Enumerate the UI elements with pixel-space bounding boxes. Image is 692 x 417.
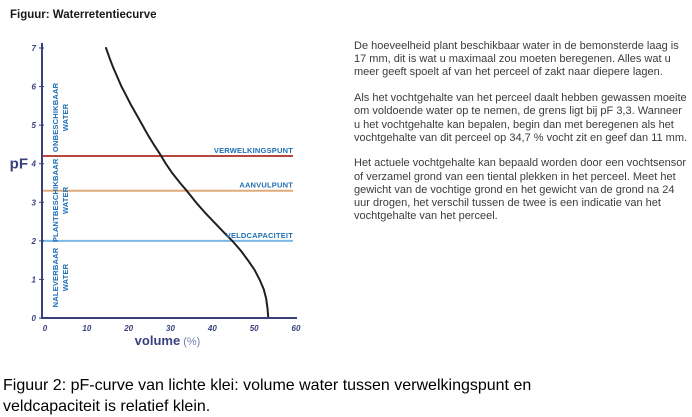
x-tick-label: 50 xyxy=(249,324,259,333)
description-paragraph-1: De hoeveelheid plant beschikbaar water in de bemonsterde laag is 17 mm, dit is wat u maximaal zou moeten beregenen. Alles wat u meer geeft spoelt af van het perceel of zakt naar diepere lagen. xyxy=(354,40,679,79)
y-tick-label: 5 xyxy=(31,121,36,131)
y-tick-label: 1 xyxy=(31,275,36,285)
description-text xyxy=(354,40,691,236)
region-label: ONBESCHIKBAAR xyxy=(51,82,60,153)
figure-caption: Figuur 2: pF-curve van lichte klei: volume water tussen verwelkingspunt en veldcapaciteit is relatief klein. xyxy=(3,377,532,415)
region-label: PLANTBESCHIKBAAR xyxy=(51,158,60,243)
x-tick-label: 10 xyxy=(82,324,92,333)
y-tick-label: 7 xyxy=(31,44,36,53)
y-tick-label: 0 xyxy=(31,314,36,323)
y-axis-label: pF xyxy=(9,155,28,173)
water-retention-chart xyxy=(0,35,345,350)
description-paragraph-3: Het actuele vochtgehalte kan bepaald worden door een vochtsensor of verzamel grond van een tiental plekken in het perceel. Meet het gewicht van de vochtige grond en het gewicht van de grond na 24 uur drogen, het verschil tussen de twee is een indicatie van het vochtgehalte van het perceel. xyxy=(354,157,687,223)
water-retention-chart-svg xyxy=(0,35,345,350)
y-tick-label: 2 xyxy=(31,236,36,246)
y-tick-label: 4 xyxy=(31,159,36,169)
x-tick-label: 40 xyxy=(207,324,217,333)
region-label: WATER xyxy=(61,263,70,292)
region-label: NALEVERBAAR xyxy=(51,247,60,308)
figure-title: Figuur: Waterretentiecurve xyxy=(10,9,157,21)
x-axis-label: volume (%) xyxy=(134,333,201,348)
x-tick-label: 20 xyxy=(124,324,134,333)
threshold-label-veldcapaciteit: VELDCAPACITEIT xyxy=(225,230,293,240)
y-tick-label: 3 xyxy=(31,198,36,208)
threshold-label-aanvulpunt: AANVULPUNT xyxy=(239,180,293,190)
x-tick-label: 30 xyxy=(166,324,175,333)
region-label: WATER xyxy=(61,186,70,215)
x-tick-label: 0 xyxy=(42,324,48,333)
threshold-label-verwelkingspunt: VERWELKINGSPUNT xyxy=(213,146,293,155)
description-paragraph-2: Als het vochtgehalte van het perceel daalt hebben gewassen moeite om voldoende water op te nemen, de grens ligt bij pF 3,3. Wanneer u het vochtgehalte kan bepalen, begin dan met beregenen als het vochtgehalte van dit perceel op 34,7 % vocht zit en geef dan 11 mm. xyxy=(354,92,688,144)
y-tick-label: 6 xyxy=(31,82,36,92)
region-label: WATER xyxy=(61,103,70,132)
x-tick-label: 60 xyxy=(291,324,301,333)
